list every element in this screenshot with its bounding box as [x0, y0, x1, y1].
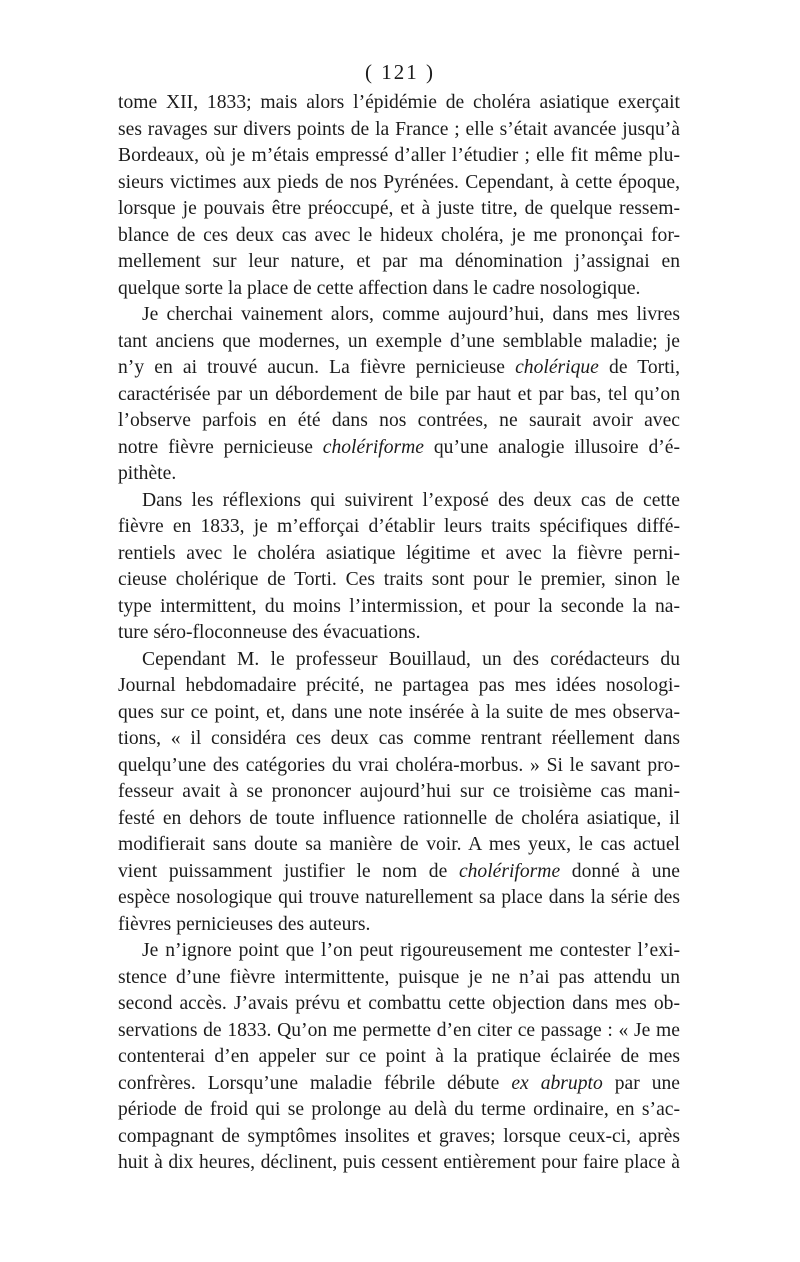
text-segment: Journal hebdomadaire précité, ne partagea pas mes idées nosologi-	[118, 675, 680, 696]
text-segment: Je n’ignore point que l’on peut rigoureusement me contester l’exi-	[142, 940, 680, 961]
text-line	[118, 673, 680, 700]
text-segment: rentiels avec le choléra asiatique légitime et avec la fièvre perni-	[118, 542, 680, 564]
text-segment: Bordeaux, où je m’étais empressé d’aller l’étudier ; elle fit même plu-	[118, 145, 680, 166]
text-line	[118, 355, 680, 382]
text-line	[118, 859, 680, 886]
text-segment: ques sur ce point, et, dans une note insérée à la suite de mes observa-	[118, 701, 680, 723]
text-segment: de Torti,	[598, 357, 680, 378]
text-segment: n’y en ai trouvé aucun. La fièvre pernicieuse	[118, 357, 516, 378]
text-line	[118, 1124, 680, 1151]
text-segment: ture séro-floconneuse des évacuations.	[118, 622, 421, 643]
text-segment: l’observe parfois en été dans nos contrées, ne saurait avoir avec	[118, 410, 680, 431]
text-line	[118, 1018, 680, 1045]
text-segment: confrères. Lorsqu’une maladie fébrile débute	[118, 1072, 512, 1094]
text-line	[118, 143, 680, 170]
text-segment: fièvre en 1833, je m’efforçai d’établir leurs traits spécifiques diffé-	[118, 516, 680, 537]
text-line	[118, 832, 680, 859]
page-number: ( 121 )	[365, 60, 435, 84]
text-line	[118, 488, 680, 515]
text-line	[118, 223, 680, 250]
text-segment: modifierait sans doute sa manière de voir. A mes yeux, le cas actuel	[118, 834, 680, 855]
text-segment: quelqu’une des catégories du vrai choléra-morbus. » Si le savant pro-	[118, 754, 680, 776]
text-line	[118, 567, 680, 594]
text-line	[118, 90, 680, 117]
italic-term: cholériforme	[322, 436, 424, 458]
text-segment: espèce nosologique qui trouve naturellement sa place dans la série des	[118, 887, 680, 908]
text-line	[118, 461, 680, 488]
text-segment: cieuse cholérique de Torti. Ces traits sont pour le premier, sinon le	[118, 569, 680, 590]
text-line	[118, 514, 680, 541]
text-segment: tions, « il considéra ces deux cas comme rentrant réellement dans	[118, 728, 680, 749]
text-segment: type intermittent, du moins l’intermission, et pour la seconde la na-	[118, 595, 680, 617]
text-line	[118, 1097, 680, 1124]
text-line	[118, 885, 680, 912]
text-segment: par une	[602, 1072, 680, 1094]
text-line	[118, 594, 680, 621]
text-line	[118, 541, 680, 568]
text-line	[118, 302, 680, 329]
italic-term: cholériforme	[458, 860, 561, 882]
text-segment: période de froid qui se prolonge au delà du terme ordinaire, en s’ac-	[118, 1099, 680, 1120]
text-line	[118, 249, 680, 276]
text-segment: caractérisée par un débordement de bile par haut et par bas, tel qu’on	[118, 383, 680, 405]
text-line	[118, 1150, 680, 1177]
text-segment: pithète.	[118, 463, 177, 484]
text-segment: notre fièvre pernicieuse	[118, 436, 323, 458]
text-line	[118, 912, 680, 939]
text-line	[118, 726, 680, 753]
text-segment: compagnant de symptômes insolites et graves; lorsque ceux-ci, après	[118, 1125, 680, 1147]
text-line	[118, 435, 680, 462]
text-segment: tome XII, 1833; mais alors l’épidémie de choléra asiatique exerçait	[118, 92, 680, 113]
text-line	[118, 779, 680, 806]
text-line	[118, 1071, 680, 1098]
text-line	[118, 647, 680, 674]
text-segment: donné à une	[560, 860, 680, 882]
text-line	[118, 991, 680, 1018]
text-segment: blance de ces deux cas avec le hideux choléra, je me prononçai for-	[118, 224, 680, 246]
text-segment: servations de 1833. Qu’on me permette d’en citer ce passage : « Je me	[118, 1019, 680, 1041]
text-line	[118, 408, 680, 435]
text-line	[118, 329, 680, 356]
italic-term: cholérique	[515, 357, 599, 378]
text-segment: qu’une analogie illusoire d’é-	[423, 436, 680, 458]
text-line	[118, 1044, 680, 1071]
text-line	[118, 196, 680, 223]
text-segment: contenterai d’en appeler sur ce point à la pratique éclairée de mes	[118, 1046, 680, 1067]
text-line	[118, 276, 680, 303]
text-segment: tant anciens que modernes, un exemple d’une semblable maladie; je	[118, 330, 680, 352]
italic-term: ex abrupto	[511, 1072, 603, 1094]
text-segment: Je cherchai vainement alors, comme aujourd’hui, dans mes livres	[142, 304, 680, 325]
text-line	[118, 620, 680, 647]
text-line	[118, 117, 680, 144]
text-line	[118, 170, 680, 197]
text-segment: sieurs victimes aux pieds de nos Pyrénées. Cependant, à cette époque,	[118, 171, 680, 193]
text-line	[118, 965, 680, 992]
text-segment: stence d’une fièvre intermittente, puisque je ne n’ai pas attendu un	[118, 966, 680, 988]
text-segment: vient puissamment justifier le nom de	[118, 860, 459, 882]
text-segment: huit à dix heures, déclinent, puis cessent entièrement pour faire place à	[118, 1152, 680, 1173]
text-segment: Cependant M. le professeur Bouillaud, un des corédacteurs du	[142, 648, 680, 670]
text-line	[118, 382, 680, 409]
text-line	[118, 938, 680, 965]
text-segment: ses ravages sur divers points de la France ; elle s’était avancée jusqu’à	[118, 118, 680, 140]
text-line	[118, 700, 680, 727]
text-segment: mellement sur leur nature, et par ma dénomination j’assignai en	[118, 251, 680, 272]
text-segment: second accès. J’avais prévu et combattu cette objection dans mes ob-	[118, 993, 680, 1014]
text-segment: festé en dehors de toute influence rationnelle de choléra asiatique, il	[118, 807, 680, 829]
text-segment: quelque sorte la place de cette affection dans le cadre nosologique.	[118, 277, 641, 299]
text-segment: Dans les réflexions qui suivirent l’exposé des deux cas de cette	[142, 489, 680, 511]
body-text	[118, 90, 680, 1177]
text-segment: fièvres pernicieuses des auteurs.	[118, 913, 371, 935]
text-line	[118, 806, 680, 833]
text-line	[118, 753, 680, 780]
text-segment: fesseur avait à se prononcer aujourd’hui sur ce troisième cas mani-	[118, 781, 680, 802]
text-segment: lorsque je pouvais être préoccupé, et à juste titre, de quelque ressem-	[118, 198, 680, 219]
